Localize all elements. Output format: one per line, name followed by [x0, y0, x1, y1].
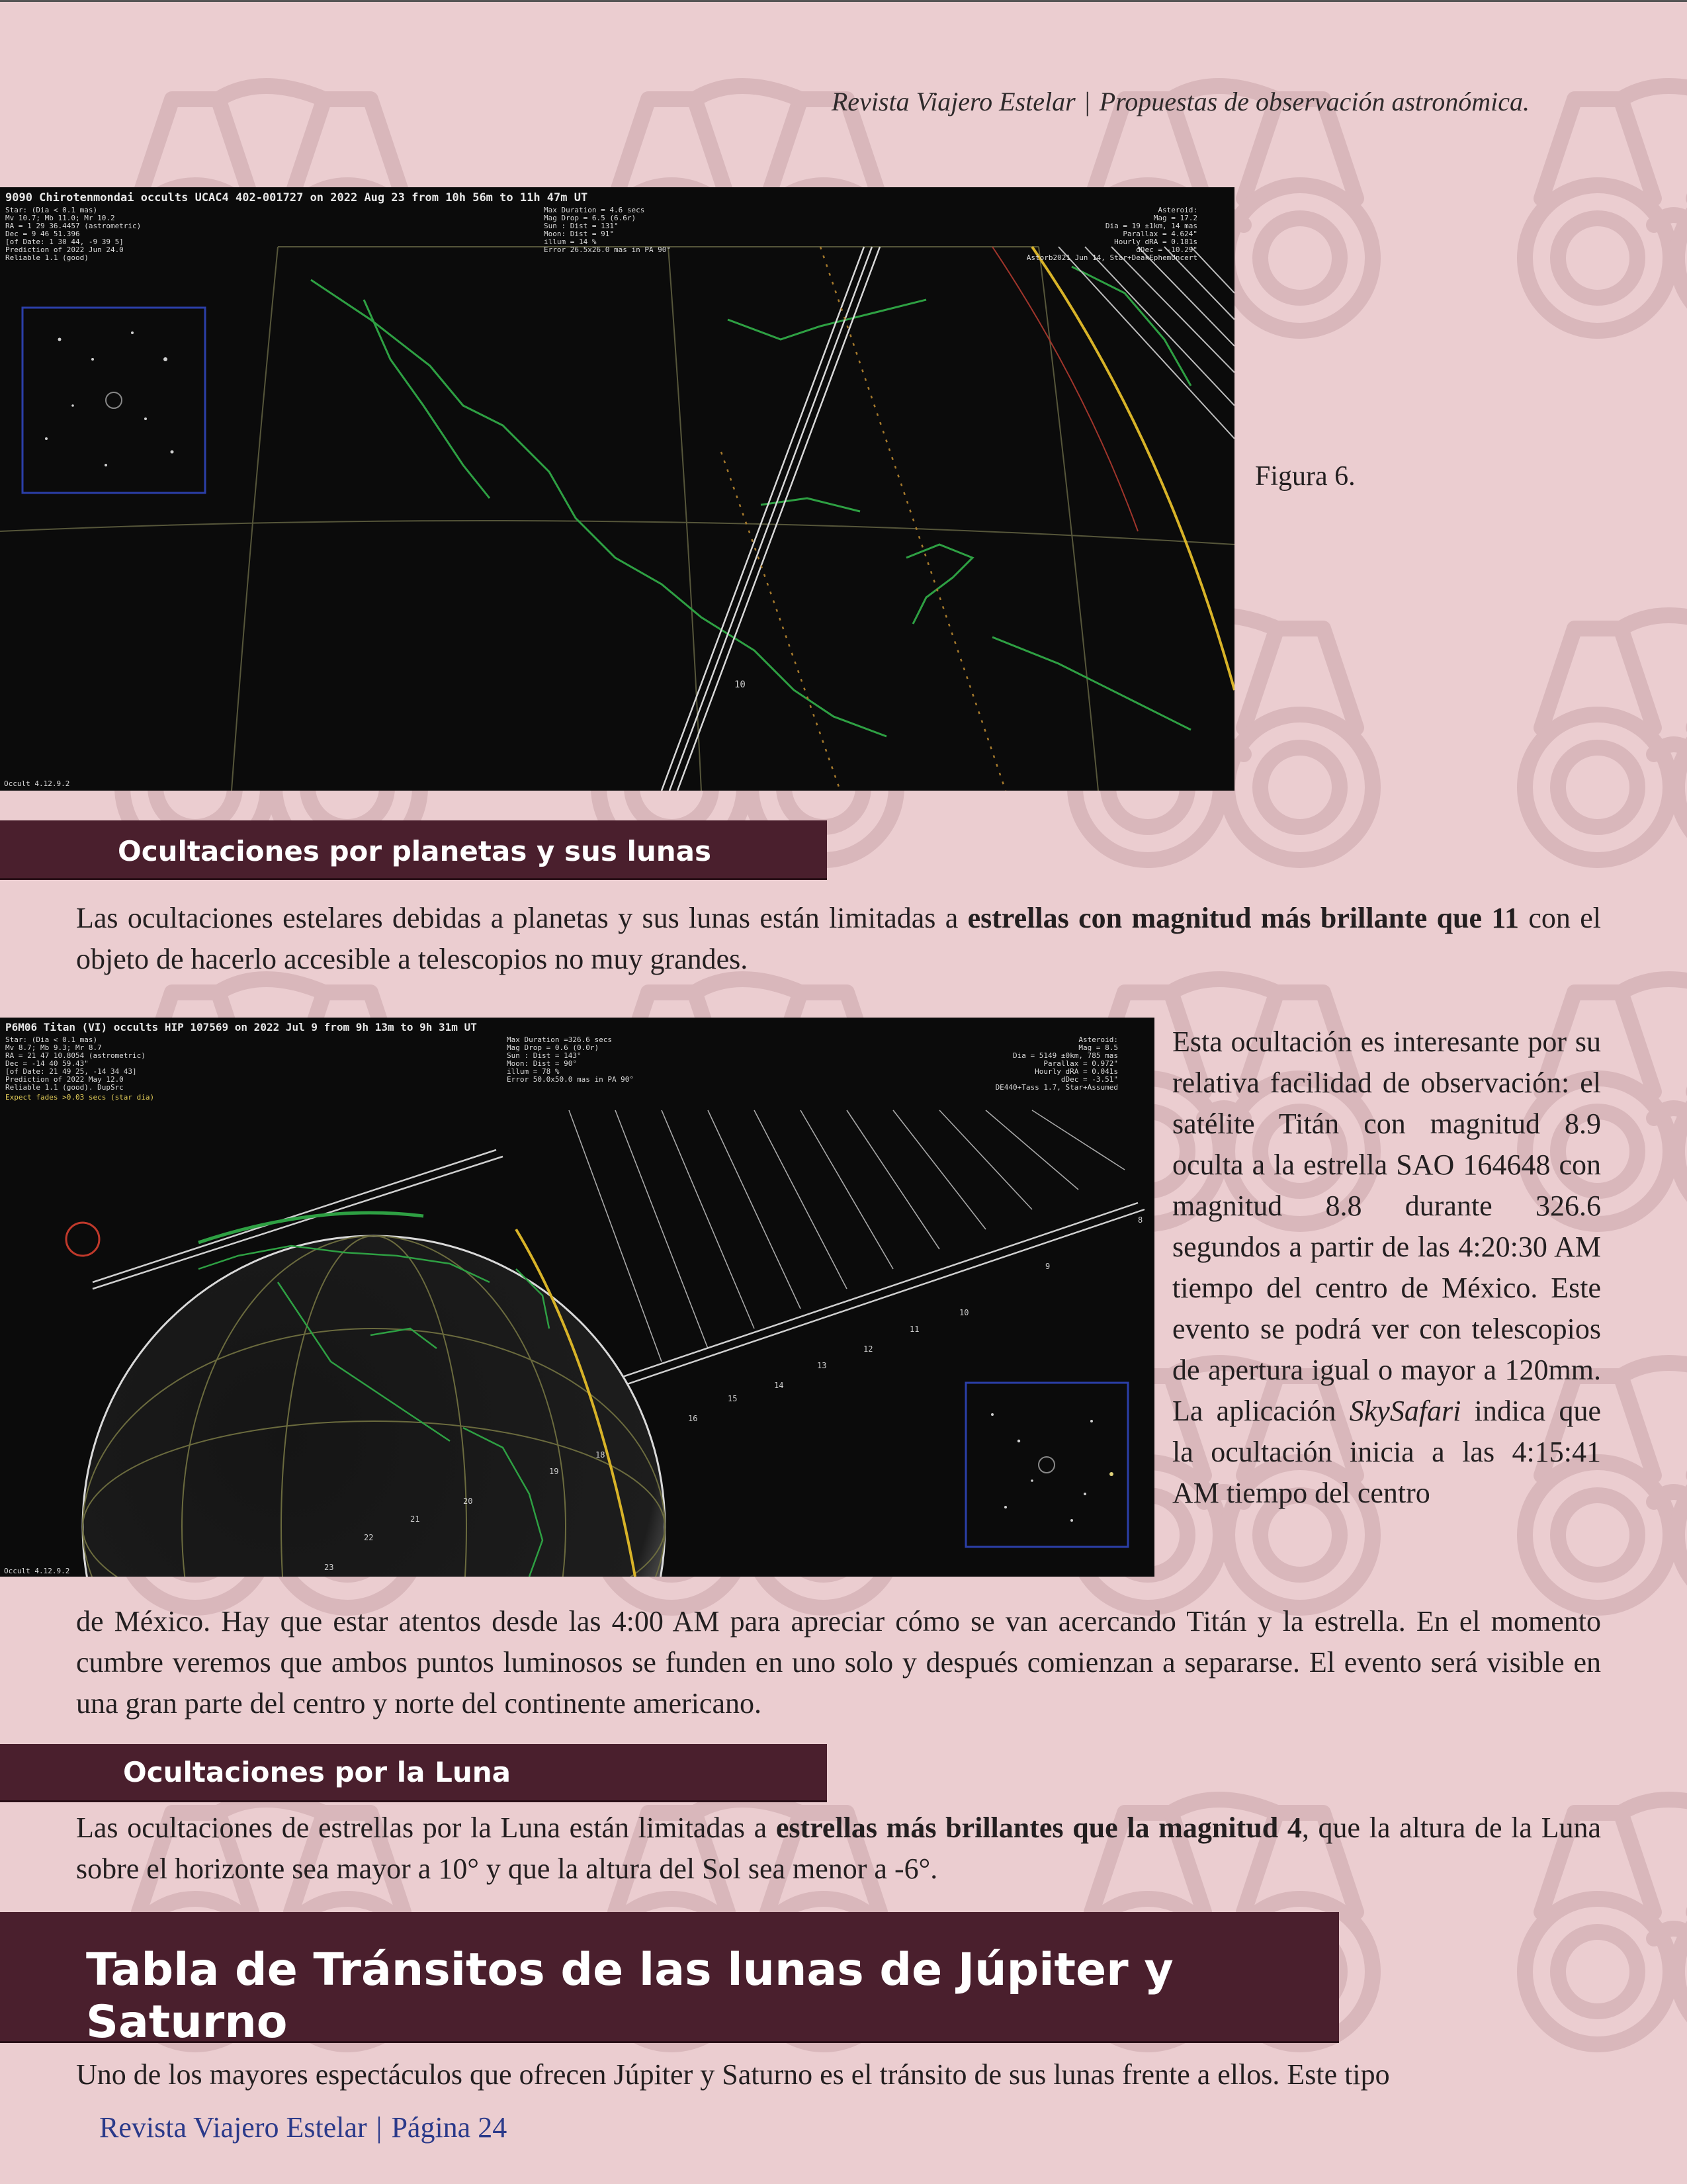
f7-event-line: Moon: Dist = 90° [507, 1059, 577, 1068]
f6-asteroid-line: Astorb2021 Jun 14, Star+DeakEphemUncert [1026, 253, 1197, 262]
section-heading-planets: Ocultaciones por planetas y sus lunas [0, 820, 827, 880]
section-heading-moon: Ocultaciones por la Luna [0, 1744, 827, 1802]
f7-star-line: Reliable 1.1 (good). DupSrc [5, 1083, 124, 1092]
track-label: 23 [324, 1563, 334, 1572]
f6-event-line: illum = 14 % [544, 238, 597, 246]
f6-star-line: [of Date: 1 30 44, -9 39 5] [5, 238, 124, 246]
figure-7-map-svg [0, 1018, 1154, 1577]
f6-event-line: Max Duration = 4.6 secs [544, 206, 645, 214]
section-heading-transits: Tabla de Tránsitos de las lunas de Júpiter y Saturno [0, 1912, 1339, 2043]
f6-star-line: RA = 1 29 36.4457 (astrometric) [5, 222, 142, 230]
track-label: 13 [817, 1361, 827, 1370]
f6-event-line: Mag Drop = 6.5 (6.6r) [544, 214, 636, 222]
text-run: , que la altura de la Luna sobre el horizonte sea mayor a 10° y que la altura del Sol sea menor a -6°. [76, 1812, 1601, 1885]
bold-run: estrellas más brillantes que la magnitud 4 [775, 1812, 1302, 1844]
f7-asteroid-line: Mag = 8.5 [1078, 1043, 1118, 1052]
f6-event-line: Sun : Dist = 131° [544, 222, 619, 230]
f7-star-line: Dec = -14 40 59.43" [5, 1059, 89, 1068]
running-head-magazine: Revista Viajero Estelar [831, 87, 1076, 116]
f7-event-line: Max Duration =326.6 secs [507, 1035, 612, 1044]
footer-magazine: Revista Viajero Estelar [99, 2111, 367, 2144]
paragraph-planets-intro [76, 898, 1601, 980]
figure-6-occultation-map [0, 187, 1234, 791]
track-label: 21 [410, 1514, 420, 1524]
track-label: 11 [910, 1325, 920, 1334]
f6-star-line: Dec = 9 46 51.396 [5, 230, 80, 238]
track-label: 10 [959, 1308, 969, 1317]
running-head-separator: | [1084, 87, 1090, 116]
f6-asteroid-line: Mag = 17.2 [1153, 214, 1197, 222]
path-label: 10 [734, 679, 746, 690]
running-head-section: Propuestas de observación astronómica. [1099, 87, 1530, 116]
f7-asteroid-line: Asteroid: [1078, 1035, 1118, 1044]
f6-asteroid-line: Dia = 19 ±1km, 14 mas [1105, 222, 1197, 230]
text-run: Las ocultaciones de estrellas por la Luna están limitadas a [76, 1812, 776, 1844]
figure-6-map-svg [0, 187, 1234, 791]
page-number: Página 24 [391, 2111, 507, 2144]
f7-asteroid-line: Dia = 5149 ±0km, 785 mas [1013, 1051, 1118, 1060]
figure-6-caption: Figura 6. [1255, 461, 1356, 492]
running-head [662, 86, 1530, 117]
bold-run: estrellas con magnitud más brillante que 11 [967, 902, 1519, 934]
f7-star-line: Star: (Dia < 0.1 mas) [5, 1035, 98, 1044]
text-run: Esta ocultación es interesante por su relativa facilidad de observación: el satélite Titán con magnitud 8.9 oculta a la estrella SAO 164648 con magnitud 8.8 durante 326.6 segundos a partir de las 4:20:30 AM tiempo del centro de México. Este evento se podrá ver con telescopios de apertura igual o mayor a 120mm. La aplicación [1172, 1026, 1601, 1427]
f7-event-line: Mag Drop = 0.6 (0.0r) [507, 1043, 599, 1052]
f6-star-line: Star: (Dia < 0.1 mas) [5, 206, 98, 214]
text-run: Las ocultaciones estelares debidas a planetas y sus lunas están limitadas a [76, 902, 968, 934]
f6-star-line: Prediction of 2022 Jun 24.0 [5, 245, 124, 254]
track-label: 14 [774, 1381, 784, 1390]
track-label: 12 [863, 1344, 873, 1354]
track-label: 20 [463, 1497, 473, 1506]
paragraph-titan-side [1172, 1022, 1601, 1514]
f7-asteroid-line: Hourly dRA = 0.041s [1035, 1067, 1118, 1076]
f7-note: Expect fades >0.03 secs (star dia) [5, 1093, 155, 1102]
figure-7-titan-occultation [0, 1018, 1154, 1577]
paragraph-moon-occultations [76, 1808, 1601, 1890]
f6-asteroid-line: Parallax = 4.624" [1123, 230, 1197, 238]
f7-star-line: RA = 21 47 10.8054 (astrometric) [5, 1051, 146, 1060]
f7-asteroid-line: Parallax = 0.972" [1043, 1059, 1118, 1068]
track-label: 16 [688, 1414, 698, 1423]
f6-star-line: Mv 10.7; Mb 11.0; Mr 10.2 [5, 214, 115, 222]
figure-6-title: 9090 Chirotenmondai occults UCAC4 402-001727 on 2022 Aug 23 from 10h 56m to 11h 47m UT [5, 191, 588, 204]
page-footer [99, 2111, 507, 2144]
f7-software-label: Occult 4.12.9.2 [4, 1567, 70, 1575]
f7-star-line: [of Date: 21 49 25, -14 34 43] [5, 1067, 137, 1076]
paragraph-transits-intro: Uno de los mayores espectáculos que ofrecen Júpiter y Saturno es el tránsito de sus lunas frente a ellos. Este tipo [76, 2058, 1390, 2091]
f7-star-line: Prediction of 2022 May 12.0 [5, 1075, 124, 1084]
track-label: 8 [1138, 1215, 1143, 1225]
f6-event-line: Error 26.5x26.0 mas in PA 90° [544, 245, 671, 254]
f6-asteroid-line: dDec = -10.29" [1136, 245, 1197, 254]
paragraph-titan-continued: de México. Hay que estar atentos desde las 4:00 AM para apreciar cómo se van acercando Titán y la estrella. En el momento cumbre veremos que ambos puntos luminosos se funden en uno solo y después comienzan a separarse. El evento será visible en una gran parte del centro y norte del continente americano. [76, 1605, 1601, 1720]
f7-event-line: Sun : Dist = 143° [507, 1051, 582, 1060]
f7-asteroid-line: dDec = -3.51" [1060, 1075, 1118, 1084]
track-label: 9 [1045, 1262, 1051, 1271]
f6-event-line: Moon: Dist = 91° [544, 230, 614, 238]
f7-asteroid-line: DE440+Tass 1.7, Star+Assumed [995, 1083, 1118, 1092]
track-label: 19 [549, 1467, 559, 1476]
track-label: 15 [728, 1394, 738, 1403]
f6-asteroid-line: Hourly dRA = 0.181s [1114, 238, 1197, 246]
f7-event-line: Error 50.0x50.0 mas in PA 90° [507, 1075, 634, 1084]
figure-7-title: P6M06 Titan (VI) occults HIP 107569 on 2022 Jul 9 from 9h 13m to 9h 31m UT [5, 1021, 477, 1033]
f7-event-line: illum = 78 % [507, 1067, 560, 1076]
footer-separator: | [376, 2111, 382, 2144]
f7-star-line: Mv 8.7; Mb 9.3; Mr 8.7 [5, 1043, 102, 1052]
text-run: con el objeto de hacerlo accesible a telescopios no muy grandes. [76, 902, 1601, 975]
f6-software-label: Occult 4.12.9.2 [4, 779, 70, 788]
track-label: 22 [364, 1533, 374, 1542]
f6-star-line: Reliable 1.1 (good) [5, 253, 89, 262]
track-label: 18 [595, 1450, 605, 1460]
app-name: SkySafari [1349, 1395, 1461, 1427]
text-run: indica que la ocultación inicia a las 4:15:41 AM tiempo del centro [1172, 1395, 1601, 1509]
f6-asteroid-line: Asteroid: [1158, 206, 1197, 214]
